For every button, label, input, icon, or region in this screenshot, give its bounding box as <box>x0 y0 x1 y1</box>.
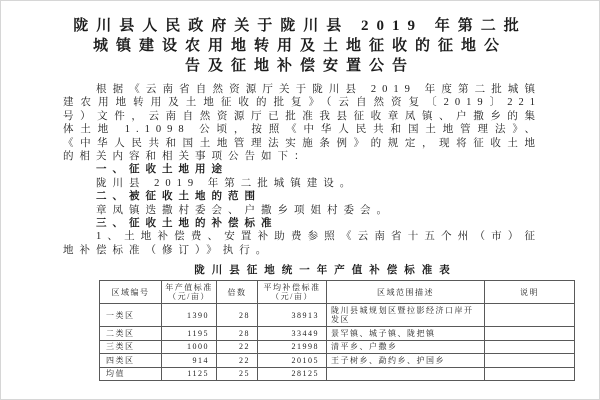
section-1-text: 陇川县 2019 年第二批城镇建设。 <box>96 177 357 189</box>
cell-notes <box>485 340 575 354</box>
table-row <box>100 354 575 368</box>
cell-multiplier: 25 <box>217 367 258 381</box>
cell-average-compensation: 20105 <box>258 354 327 368</box>
cell-notes <box>485 367 575 381</box>
cell-multiplier: 28 <box>217 327 258 341</box>
cell-annual-output-value: 1195 <box>162 327 217 341</box>
cell-average-compensation: 28125 <box>258 367 327 381</box>
cell-average-compensation: 33449 <box>258 327 327 341</box>
compensation-table <box>99 280 575 381</box>
header-region-code: 区域编号 <box>100 281 162 304</box>
cell-region-code: 一类区 <box>100 304 162 327</box>
section-1-heading: 一、征收土地用途 <box>96 164 228 176</box>
cell-annual-output-value: 1125 <box>162 367 217 381</box>
cell-annual-output-value: 1000 <box>162 340 217 354</box>
cell-multiplier: 22 <box>217 354 258 368</box>
section-3-text: 1、土地补偿费、安置补助费参照《云南省十五个州（市）征地补偿标准（修订）》执行。 <box>63 231 541 256</box>
cell-region-description <box>327 367 485 381</box>
cell-region-description: 王子树乡、勐约乡、护国乡 <box>327 354 485 368</box>
document-body <box>63 83 541 257</box>
title-line-1: 陇川县人民政府关于陇川县 2019 年第二批 <box>73 18 527 34</box>
header-region-description: 区域范围描述 <box>327 281 485 304</box>
document-title <box>1 16 599 76</box>
header-multiplier: 倍数 <box>217 281 258 304</box>
cell-region-code: 均值 <box>100 367 162 381</box>
cell-region-description: 景罕镇、城子镇、陇把镇 <box>327 327 485 341</box>
table-row <box>100 304 575 327</box>
header-annual-output-value: 年产值标准（元/亩） <box>162 281 217 304</box>
cell-region-description: 清平乡、户撒乡 <box>327 340 485 354</box>
cell-multiplier: 22 <box>217 340 258 354</box>
section-2-text: 章凤镇迭撒村委会、户撒乡项姐村委会。 <box>96 204 393 216</box>
cell-region-description: 陇川县城规划区暨拉影经济口岸开发区 <box>327 304 485 327</box>
cell-annual-output-value: 914 <box>162 354 217 368</box>
cell-multiplier: 28 <box>217 304 258 327</box>
table-row <box>100 340 575 354</box>
table-header-row <box>100 281 575 304</box>
header-average-compensation: 平均补偿标准（元/亩） <box>258 281 327 304</box>
cell-region-code: 三类区 <box>100 340 162 354</box>
header-notes: 说明 <box>485 281 575 304</box>
cell-notes <box>485 327 575 341</box>
title-line-2: 城镇建设农用地转用及土地征收的征地公 <box>92 38 507 54</box>
compensation-table-title: 陇川县征地统一年产值补偿标准表 <box>194 265 457 277</box>
cell-annual-output-value: 1390 <box>162 304 217 327</box>
cell-region-code: 四类区 <box>100 354 162 368</box>
intro-paragraph: 根据《云南省自然资源厅关于陇川县 2019 年度第二批城镇建农用地转用及土地征收的批复》（云自然资复〔2019〕221 号）文件，云南自然资源厅已批准我县征收章凤镇、户撒乡的集体土地 1.1098 公顷，按照《中华人民共和国土地管理法》、《中华人民共和国土地管理法实施条例》的规定，现将征收土地的相关内容和相关事项公告如下： <box>63 84 541 163</box>
table-row <box>100 367 575 381</box>
title-line-3: 告及征地补偿安置公告 <box>184 58 415 74</box>
cell-average-compensation: 38913 <box>258 304 327 327</box>
table-row <box>100 327 575 341</box>
cell-region-code: 二类区 <box>100 327 162 341</box>
section-3-heading: 三、征收土地的补偿标准 <box>96 218 278 230</box>
cell-notes <box>485 304 575 327</box>
cell-average-compensation: 21998 <box>258 340 327 354</box>
cell-notes <box>485 354 575 368</box>
section-2-heading: 二、被征收土地的范围 <box>96 191 261 203</box>
